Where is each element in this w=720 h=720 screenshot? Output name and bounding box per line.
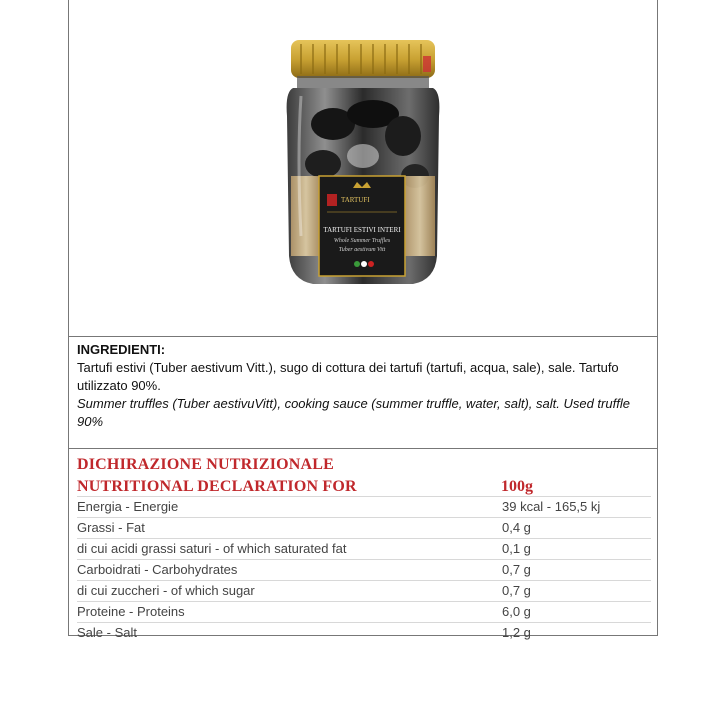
truffle-jar-image (283, 36, 443, 292)
nutrition-row-fat (77, 517, 651, 538)
nutrition-row-label: Carboidrati - Carbohydrates (77, 562, 238, 577)
ingredients-text-en: Summer truffles (Tuber aestivuVitt), cooking sauce (summer truffle, water, salt), salt. Used truffle 90% (77, 396, 630, 429)
nutrition-row-value: 0,7 g (502, 562, 531, 577)
nutrition-row-value: 0,4 g (502, 520, 531, 535)
nutrition-row-label: di cui zuccheri - of which sugar (77, 583, 255, 598)
nutrition-row-value: 1,2 g (502, 625, 531, 640)
nutrition-row-energy (77, 496, 651, 517)
nutrition-per-label: 100g (501, 478, 533, 495)
italian-flag-dot-white (361, 261, 367, 267)
product-photo-cell (69, 0, 657, 337)
nutrition-row-value: 6,0 g (502, 604, 531, 619)
nutrition-row-label: Proteine - Proteins (77, 604, 185, 619)
product-sheet (68, 0, 658, 640)
label-subtitle-latin: Tuber aestivum Vitt (338, 247, 386, 253)
nutrition-row-proteins (77, 601, 651, 622)
brand-logo-icon (327, 194, 337, 206)
jar-illustration (283, 36, 443, 292)
nutrition-row-salt (77, 622, 651, 643)
label-subtitle-en: Whole Summer Truffles (333, 238, 391, 244)
label-product-name: TARTUFI ESTIVI INTERI (323, 226, 401, 234)
nutrition-row-sugar (77, 580, 651, 601)
nutrition-row-label: Grassi - Fat (77, 520, 145, 535)
nutrition-table (77, 496, 651, 643)
nutrition-title-it: DICHIRAZIONE NUTRIZIONALE (77, 456, 335, 473)
ingredients-section (69, 337, 657, 449)
nutrition-section (69, 450, 657, 640)
nutrition-row-label: di cui acidi grassi saturi - of which saturated fat (77, 541, 347, 556)
nutrition-row-value: 0,7 g (502, 583, 531, 598)
ingredients-text-it: Tartufi estivi (Tuber aestivum Vitt.), sugo di cottura dei tartufi (tartufi, acqua, sale), sale. Tartufo utilizzato 90%. (77, 360, 619, 393)
nutrition-title (77, 454, 357, 498)
nutrition-row-value: 39 kcal - 165,5 kj (502, 499, 601, 514)
nutrition-title-en: NUTRITIONAL DECLARATION FOR (77, 478, 357, 495)
nutrition-row-label: Energia - Energie (77, 499, 179, 514)
italian-flag-dot-red (368, 261, 374, 267)
italian-flag-dot-green (354, 261, 360, 267)
nutrition-row-label: Sale - Salt (77, 625, 137, 640)
nutrition-row-carbohydrates (77, 559, 651, 580)
nutrition-row-value: 0,1 g (502, 541, 531, 556)
label-brand-text: TARTUFI (341, 196, 370, 204)
ingredients-title: INGREDIENTI: (77, 342, 166, 357)
nutrition-row-saturated-fat (77, 538, 651, 559)
